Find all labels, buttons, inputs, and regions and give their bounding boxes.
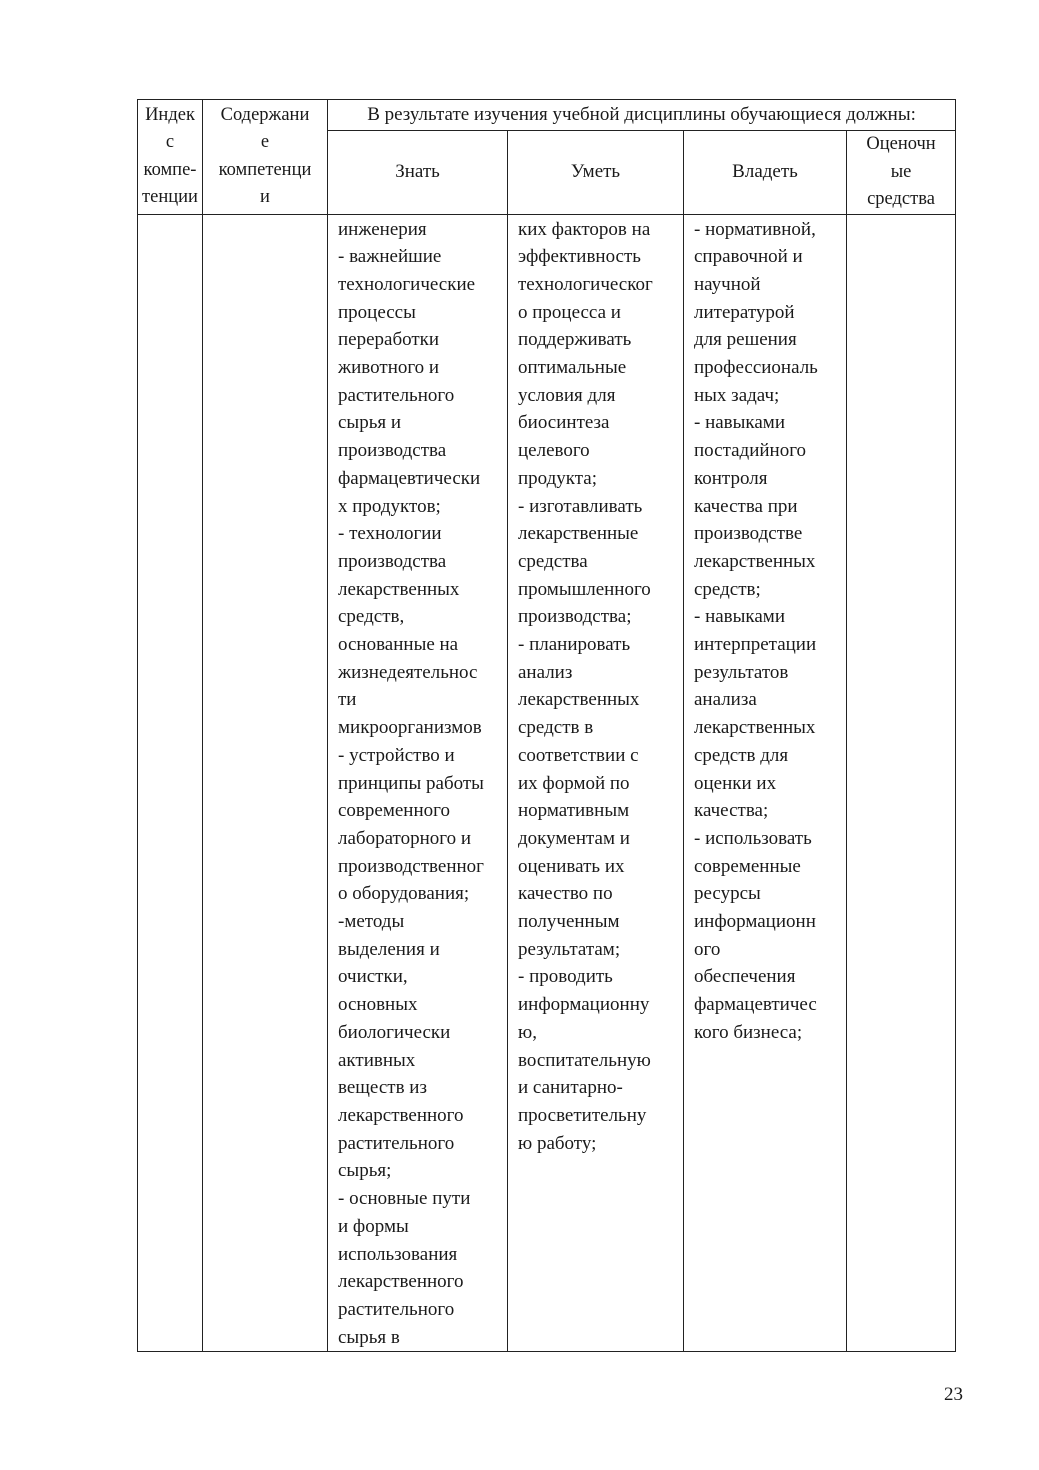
cell-own: - нормативной, справочной и научной литературой для решения профессиональ ных задач; - навыками постадийного контроля качества при производстве лекарственных средств; - навыками интерпретации результатов анализа лекарственных средств для оценки их качества; - использовать современные ресурсы информационн ого обеспечения фармацевтичес кого бизнеса; (684, 214, 847, 1352)
cell-index (138, 214, 203, 1352)
cell-assessment (847, 214, 956, 1352)
header-content: Содержани е компетенци и (203, 100, 328, 215)
header-assessment: Оценочн ые средства (847, 131, 956, 215)
cell-know: инженерия - важнейшие технологические процессы переработки животного и растительного сырья и производства фармацевтически х продуктов; - технологии производства лекарственных средств, основанные на жизнедеятельнос ти микроорганизмов - устройство и принципы работы современного лабораторного и производственног о оборудования; -методы выделения и очистки, основных биологически активных веществ из лекарственного растительного сырья; - основные пути и формы использования лекарственного растительного сырья в (328, 214, 508, 1352)
header-able: Уметь (508, 131, 684, 215)
header-result-span: В результате изучения учебной дисциплины обучающиеся должны: (328, 100, 956, 131)
header-index: Индек с компе- тенции (138, 100, 203, 215)
page-number: 23 (944, 1384, 963, 1405)
competency-table (137, 99, 956, 1352)
cell-content (203, 214, 328, 1352)
cell-able: ких факторов на эффективность технологическог о процесса и поддерживать оптимальные условия для биосинтеза целевого продукта; - изготавливать лекарственные средства промышленного производства; - планировать анализ лекарственных средств в соответствии с их формой по нормативным документам и оценивать их качество по полученным результатам; - проводить информационну ю, воспитательную и санитарно- просветительну ю работу; (508, 214, 684, 1352)
header-know: Знать (328, 131, 508, 215)
table-row (138, 214, 956, 1352)
header-own: Владеть (684, 131, 847, 215)
